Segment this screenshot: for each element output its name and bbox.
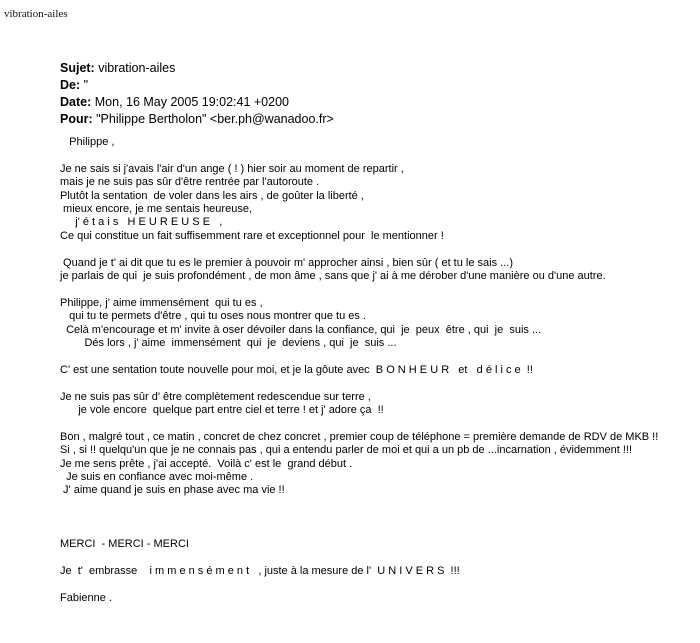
to-row: [60, 111, 334, 128]
email-body: [60, 136, 692, 605]
subject-row: [60, 60, 334, 77]
thanks-line: MERCI - MERCI - MERCI: [60, 538, 189, 551]
body-line: Philippe, j' aime immensément qui tu es ,: [60, 296, 263, 309]
body-line: mais je ne suis pas sûr d'être rentrée par l'autoroute .: [60, 176, 320, 189]
subject-label: Sujet:: [60, 61, 95, 75]
from-row: [60, 77, 334, 94]
date-value: Mon, 16 May 2005 19:02:41 +0200: [94, 95, 289, 109]
to-label: Pour:: [60, 112, 93, 126]
body-line: Si , si !! quelqu'un que je ne connais pas , qui a entendu parler de moi et qui a un pb de ...incarnation , évidemment !!!: [60, 444, 633, 457]
page-label: vibration-ailes: [4, 8, 68, 20]
body-line: Je ne sais si j'avais l'air d'un ange ( ! ) hier soir au moment de repartir ,: [60, 162, 404, 175]
date-label: Date:: [60, 95, 92, 109]
body-line: je parlais de qui je suis profondément , de mon âme , sans que j' ai à me dérober d'une manière ou d'une autre.: [60, 270, 606, 283]
body-line: qui tu te permets d'être , qui tu oses nous montrer que tu es .: [60, 310, 366, 323]
body-line: Celà m'encourage et m' invite à oser dévoiler dans la confiance, qui je peux être , qui je suis ...: [60, 323, 542, 336]
body-line: C' est une sentation toute nouvelle pour moi, et je la gôute avec B O N H E U R et d é l i c e !!: [60, 363, 533, 376]
greeting: Philippe ,: [60, 136, 115, 148]
body-line: mieux encore, je me sentais heureuse,: [60, 203, 252, 216]
body-line: Je me sens prête , j'ai accepté. Voilà c' est le grand début .: [60, 457, 353, 470]
hug-line: Je t' embrasse i m m e n s é m e n t , juste à la mesure de l' U N I V E R S !!!: [60, 564, 460, 577]
body-line: Ce qui constitue un fait suffisemment rare et exceptionnel pour le mentionner !: [60, 229, 444, 242]
body-line: Dés lors , j' aime immensément qui je deviens , qui je suis ...: [60, 337, 397, 350]
body-line: j' é t a i s H E U R E U S E ,: [60, 216, 223, 229]
to-value: "Philippe Bertholon" <ber.ph@wanadoo.fr>: [96, 112, 334, 126]
body-line: Quand je t' ai dit que tu es le premier à pouvoir m' approcher ainsi , bien sûr ( et tu le sais ...): [60, 256, 513, 269]
subject-value: vibration-ailes: [98, 61, 176, 75]
from-value: ": [83, 78, 89, 92]
body-line: Je ne suis pas sûr d' être complètement redescendue sur terre ,: [60, 390, 371, 403]
signature: Fabienne .: [60, 591, 112, 604]
from-label: De:: [60, 78, 81, 92]
email-headers: [60, 60, 334, 128]
body-line: Bon , malgré tout , ce matin , concret de chez concret , premier coup de téléphone = première demande de RDV de MKB !!: [60, 430, 659, 443]
body-line: J' aime quand je suis en phase avec ma vie !!: [60, 484, 285, 497]
body-line: Plutôt la sentation de voler dans les airs , de goûter la liberté ,: [60, 189, 364, 202]
body-line: je vole encore quelque part entre ciel et terre ! et j' adore ça !!: [60, 404, 384, 417]
body-line: Je suis en confiance avec moi-même .: [60, 471, 254, 484]
date-row: [60, 94, 334, 111]
